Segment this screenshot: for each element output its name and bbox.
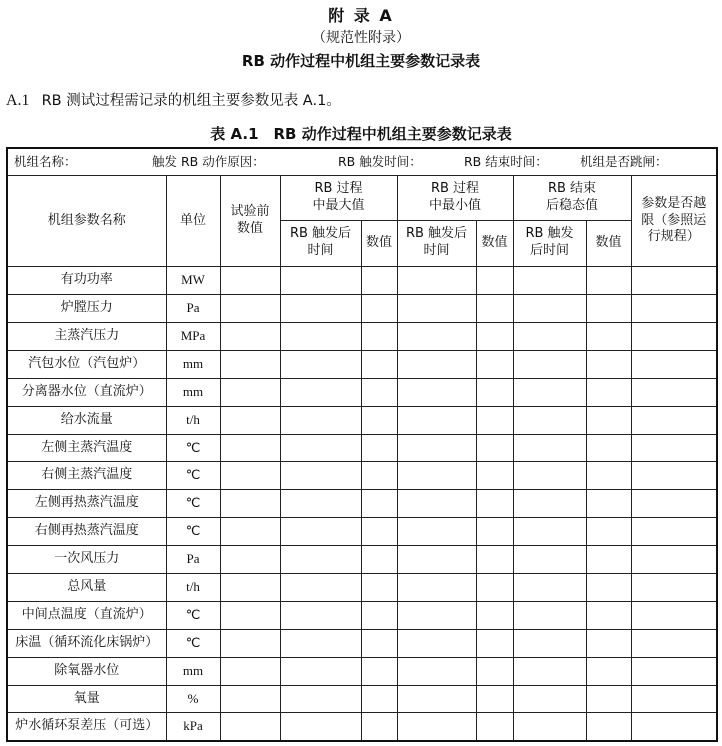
max-value-cell[interactable]: [361, 267, 397, 295]
header-row-1: [7, 175, 717, 220]
pre-test-cell[interactable]: [220, 322, 280, 350]
pre-test-cell[interactable]: [220, 601, 280, 629]
max-time-cell[interactable]: [280, 573, 361, 601]
max-value-cell[interactable]: [361, 657, 397, 685]
min-time-cell[interactable]: [397, 490, 476, 518]
info-row: [7, 148, 717, 175]
unit-cell: mm: [166, 657, 220, 685]
steady-time-cell[interactable]: [513, 434, 586, 462]
max-time-cell[interactable]: [280, 713, 361, 741]
end-time-field: RB 结束时间：: [464, 153, 548, 169]
steady-value-cell[interactable]: [586, 378, 631, 406]
pre-test-cell[interactable]: [220, 378, 280, 406]
min-time-cell[interactable]: [397, 546, 476, 574]
steady-value-subheader: 数值: [586, 220, 631, 267]
unit-cell: mm: [166, 350, 220, 378]
table-row: [7, 490, 717, 518]
min-time-cell[interactable]: [397, 573, 476, 601]
unit-cell: ℃: [166, 490, 220, 518]
steady-time-cell[interactable]: [513, 267, 586, 295]
min-time-cell[interactable]: [397, 462, 476, 490]
trigger-reason-field: 触发 RB 动作原因：: [152, 153, 265, 169]
min-value-cell[interactable]: [476, 490, 513, 518]
limit-cell[interactable]: [631, 267, 717, 295]
limit-cell[interactable]: [631, 629, 717, 657]
steady-time-cell[interactable]: [513, 462, 586, 490]
table-row: [7, 629, 717, 657]
max-value-cell[interactable]: [361, 490, 397, 518]
param-name-cell: 右侧再热蒸汽温度: [7, 518, 166, 546]
steady-time-cell[interactable]: [513, 573, 586, 601]
table-row: [7, 378, 717, 406]
table-row: [7, 518, 717, 546]
table-row: [7, 546, 717, 574]
pre-test-cell[interactable]: [220, 350, 280, 378]
limit-cell[interactable]: [631, 490, 717, 518]
min-value-cell[interactable]: [476, 573, 513, 601]
limit-cell[interactable]: [631, 406, 717, 434]
param-name-cell: 一次风压力: [7, 546, 166, 574]
steady-time-cell[interactable]: [513, 490, 586, 518]
min-time-cell[interactable]: [397, 657, 476, 685]
max-value-cell[interactable]: [361, 322, 397, 350]
trip-field: 机组是否跳闸：: [580, 153, 668, 169]
unit-name-field: 机组名称：: [14, 153, 77, 169]
min-time-cell[interactable]: [397, 713, 476, 741]
limit-cell[interactable]: [631, 518, 717, 546]
max-time-cell[interactable]: [280, 685, 361, 713]
param-name-cell: 有功功率: [7, 267, 166, 295]
table-row: [7, 295, 717, 323]
param-name-cell: 炉膛压力: [7, 295, 166, 323]
min-value-cell[interactable]: [476, 350, 513, 378]
steady-time-cell[interactable]: [513, 713, 586, 741]
max-value-cell[interactable]: [361, 378, 397, 406]
max-value-subheader: 数值: [361, 220, 397, 267]
max-value-cell[interactable]: [361, 573, 397, 601]
steady-time-cell[interactable]: [513, 601, 586, 629]
steady-value-cell[interactable]: [586, 462, 631, 490]
min-value-cell[interactable]: [476, 601, 513, 629]
max-value-cell[interactable]: [361, 601, 397, 629]
unit-cell: ℃: [166, 629, 220, 657]
unit-cell: Pa: [166, 295, 220, 323]
unit-cell: kPa: [166, 713, 220, 741]
limit-cell[interactable]: [631, 434, 717, 462]
param-name-cell: 汽包水位（汽包炉）: [7, 350, 166, 378]
max-time-cell[interactable]: [280, 350, 361, 378]
max-time-cell[interactable]: [280, 601, 361, 629]
steady-time-cell[interactable]: [513, 685, 586, 713]
unit-cell: ℃: [166, 518, 220, 546]
steady-value-cell[interactable]: [586, 434, 631, 462]
min-value-cell[interactable]: [476, 546, 513, 574]
unit-cell: ℃: [166, 601, 220, 629]
steady-time-cell[interactable]: [513, 518, 586, 546]
pre-test-cell[interactable]: [220, 434, 280, 462]
min-time-cell[interactable]: [397, 322, 476, 350]
param-name-cell: 左侧再热蒸汽温度: [7, 490, 166, 518]
max-time-cell[interactable]: [280, 546, 361, 574]
limit-cell[interactable]: [631, 573, 717, 601]
min-value-cell[interactable]: [476, 657, 513, 685]
param-name-cell: 炉水循环泵差压（可选）: [7, 713, 166, 741]
max-time-cell[interactable]: [280, 462, 361, 490]
steady-time-subheader: RB 触发后时间: [513, 220, 586, 267]
pre-test-cell[interactable]: [220, 267, 280, 295]
steady-value-cell[interactable]: [586, 295, 631, 323]
limit-header: 参数是否越限（参照运行规程）: [631, 175, 717, 266]
pre-test-cell[interactable]: [220, 629, 280, 657]
limit-cell[interactable]: [631, 322, 717, 350]
steady-value-header: RB 结束后稳态值: [513, 175, 631, 220]
table-row: [7, 713, 717, 741]
pre-test-cell[interactable]: [220, 295, 280, 323]
limit-cell[interactable]: [631, 657, 717, 685]
table-row: [7, 601, 717, 629]
max-time-cell[interactable]: [280, 406, 361, 434]
steady-value-cell[interactable]: [586, 546, 631, 574]
steady-time-cell[interactable]: [513, 350, 586, 378]
min-value-cell[interactable]: [476, 378, 513, 406]
unit-header: 单位: [166, 175, 220, 266]
param-name-cell: 床温（循环流化床锅炉）: [7, 629, 166, 657]
max-value-cell[interactable]: [361, 713, 397, 741]
min-value-cell[interactable]: [476, 434, 513, 462]
param-name-header: 机组参数名称: [7, 175, 166, 266]
param-name-cell: 给水流量: [7, 406, 166, 434]
steady-value-cell[interactable]: [586, 573, 631, 601]
min-value-cell[interactable]: [476, 322, 513, 350]
min-time-subheader: RB 触发后时间: [397, 220, 476, 267]
table-row: [7, 573, 717, 601]
pre-test-cell[interactable]: [220, 490, 280, 518]
steady-value-cell[interactable]: [586, 685, 631, 713]
steady-time-cell[interactable]: [513, 629, 586, 657]
section-text: RB 测试过程需记录的机组主要参数见表 A.1。: [41, 93, 341, 109]
min-time-cell[interactable]: [397, 406, 476, 434]
max-value-cell[interactable]: [361, 462, 397, 490]
steady-value-cell[interactable]: [586, 713, 631, 741]
min-value-header: RB 过程中最小值: [397, 175, 513, 220]
param-name-cell: 中间点温度（直流炉）: [7, 601, 166, 629]
min-value-cell[interactable]: [476, 685, 513, 713]
max-value-cell[interactable]: [361, 629, 397, 657]
min-time-cell[interactable]: [397, 295, 476, 323]
max-time-cell[interactable]: [280, 295, 361, 323]
steady-time-cell[interactable]: [513, 546, 586, 574]
unit-cell: mm: [166, 378, 220, 406]
pre-test-cell[interactable]: [220, 713, 280, 741]
limit-cell[interactable]: [631, 713, 717, 741]
pre-test-cell[interactable]: [220, 573, 280, 601]
param-name-cell: 左侧主蒸汽温度: [7, 434, 166, 462]
param-name-cell: 主蒸汽压力: [7, 322, 166, 350]
max-time-cell[interactable]: [280, 378, 361, 406]
steady-value-cell[interactable]: [586, 601, 631, 629]
min-value-cell[interactable]: [476, 629, 513, 657]
param-name-cell: 右侧主蒸汽温度: [7, 462, 166, 490]
pre-test-cell[interactable]: [220, 462, 280, 490]
table-row: [7, 657, 717, 685]
min-time-cell[interactable]: [397, 601, 476, 629]
steady-value-cell[interactable]: [586, 490, 631, 518]
min-time-cell[interactable]: [397, 629, 476, 657]
max-value-cell[interactable]: [361, 350, 397, 378]
min-time-cell[interactable]: [397, 518, 476, 546]
steady-value-cell[interactable]: [586, 406, 631, 434]
steady-time-cell[interactable]: [513, 406, 586, 434]
table-row: [7, 406, 717, 434]
limit-cell[interactable]: [631, 546, 717, 574]
steady-value-cell[interactable]: [586, 518, 631, 546]
min-time-cell[interactable]: [397, 434, 476, 462]
max-value-cell[interactable]: [361, 434, 397, 462]
unit-cell: Pa: [166, 546, 220, 574]
info-cell: [7, 148, 717, 175]
max-value-header: RB 过程中最大值: [280, 175, 397, 220]
min-value-subheader: 数值: [476, 220, 513, 267]
unit-cell: t/h: [166, 573, 220, 601]
param-name-cell: 氧量: [7, 685, 166, 713]
limit-cell[interactable]: [631, 350, 717, 378]
max-time-cell[interactable]: [280, 657, 361, 685]
unit-cell: %: [166, 685, 220, 713]
max-time-cell[interactable]: [280, 434, 361, 462]
pre-test-cell[interactable]: [220, 685, 280, 713]
limit-cell[interactable]: [631, 601, 717, 629]
max-value-cell[interactable]: [361, 546, 397, 574]
limit-cell[interactable]: [631, 685, 717, 713]
trigger-time-field: RB 触发时间：: [338, 153, 422, 169]
table-row: [7, 350, 717, 378]
table-row: [7, 685, 717, 713]
unit-cell: ℃: [166, 462, 220, 490]
param-name-cell: 除氧器水位: [7, 657, 166, 685]
steady-time-cell[interactable]: [513, 378, 586, 406]
min-time-cell[interactable]: [397, 378, 476, 406]
steady-time-cell[interactable]: [513, 657, 586, 685]
unit-cell: t/h: [166, 406, 220, 434]
pre-test-cell[interactable]: [220, 406, 280, 434]
max-time-cell[interactable]: [280, 518, 361, 546]
min-value-cell[interactable]: [476, 518, 513, 546]
table-row: [7, 322, 717, 350]
unit-cell: MPa: [166, 322, 220, 350]
unit-cell: MW: [166, 267, 220, 295]
pre-test-header: 试验前数值: [220, 175, 280, 266]
section-number: A.1: [6, 92, 30, 109]
steady-time-cell[interactable]: [513, 322, 586, 350]
parameter-record-table: [6, 147, 718, 742]
limit-cell[interactable]: [631, 295, 717, 323]
table-row: [7, 434, 717, 462]
steady-value-cell[interactable]: [586, 629, 631, 657]
steady-value-cell[interactable]: [586, 657, 631, 685]
min-time-cell[interactable]: [397, 685, 476, 713]
max-value-cell[interactable]: [361, 518, 397, 546]
max-time-subheader: RB 触发后时间: [280, 220, 361, 267]
param-name-cell: 总风量: [7, 573, 166, 601]
max-time-cell[interactable]: [280, 322, 361, 350]
appendix-heading: RB 动作过程中机组主要参数记录表: [241, 52, 481, 70]
limit-cell[interactable]: [631, 378, 717, 406]
max-time-cell[interactable]: [280, 267, 361, 295]
table-caption: 表 A.1 RB 动作过程中机组主要参数记录表: [210, 125, 512, 143]
appendix-type: （规范性附录）: [312, 30, 410, 46]
param-name-cell: 分离器水位（直流炉）: [7, 378, 166, 406]
max-value-cell[interactable]: [361, 295, 397, 323]
max-value-cell[interactable]: [361, 685, 397, 713]
max-time-cell[interactable]: [280, 629, 361, 657]
min-time-cell[interactable]: [397, 267, 476, 295]
steady-time-cell[interactable]: [513, 295, 586, 323]
min-value-cell[interactable]: [476, 406, 513, 434]
min-value-cell[interactable]: [476, 295, 513, 323]
min-value-cell[interactable]: [476, 462, 513, 490]
pre-test-cell[interactable]: [220, 518, 280, 546]
max-value-cell[interactable]: [361, 406, 397, 434]
min-time-cell[interactable]: [397, 350, 476, 378]
appendix-title: 附 录 A: [328, 6, 394, 25]
steady-value-cell[interactable]: [586, 322, 631, 350]
steady-value-cell[interactable]: [586, 267, 631, 295]
steady-value-cell[interactable]: [586, 350, 631, 378]
limit-cell[interactable]: [631, 462, 717, 490]
min-value-cell[interactable]: [476, 267, 513, 295]
unit-cell: ℃: [166, 434, 220, 462]
table-row: [7, 462, 717, 490]
min-value-cell[interactable]: [476, 713, 513, 741]
table-row: [7, 267, 717, 295]
section-paragraph: [6, 89, 341, 110]
max-time-cell[interactable]: [280, 490, 361, 518]
pre-test-cell[interactable]: [220, 657, 280, 685]
pre-test-cell[interactable]: [220, 546, 280, 574]
